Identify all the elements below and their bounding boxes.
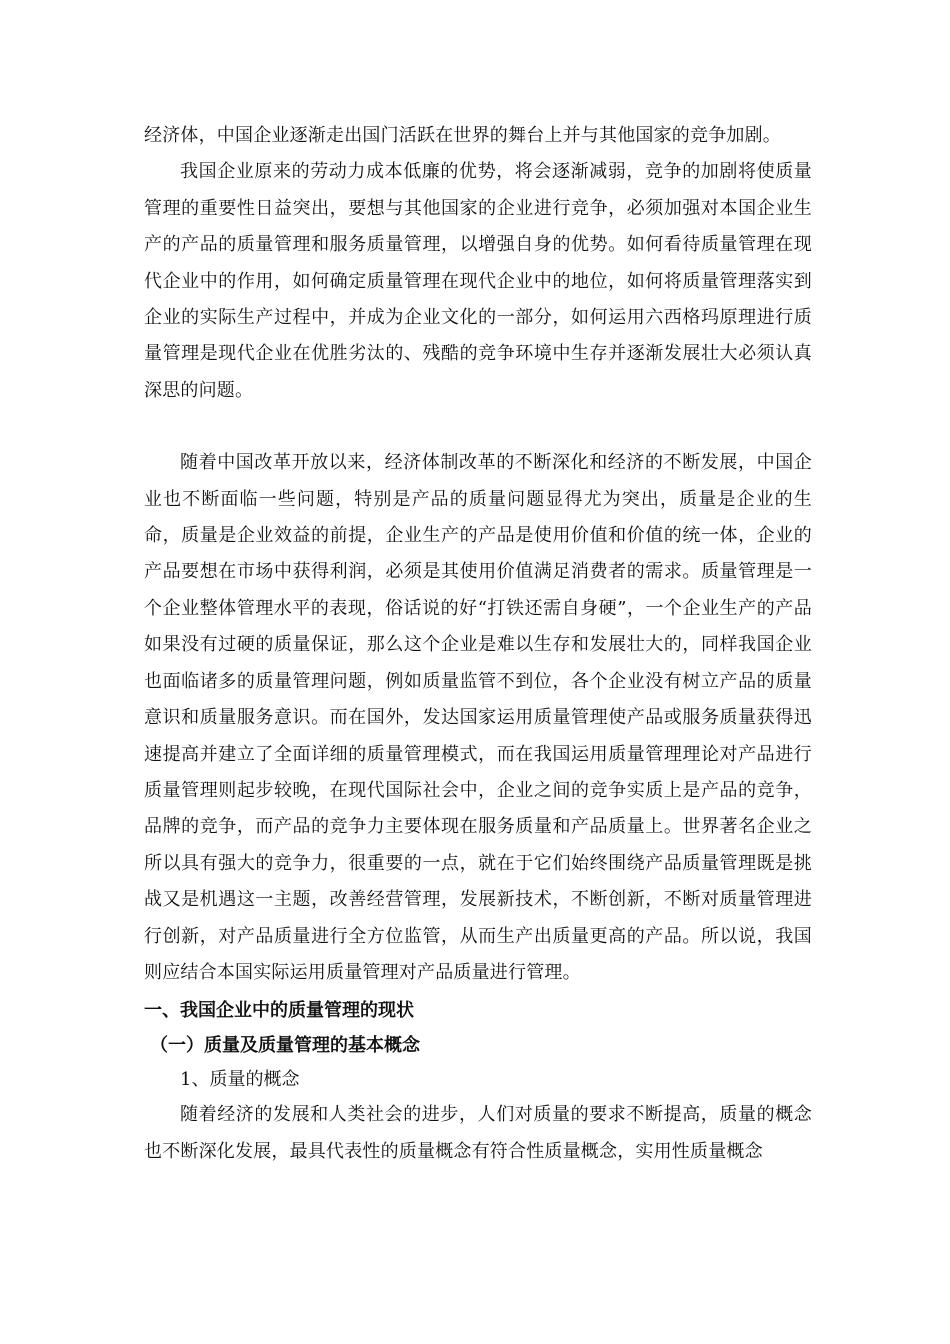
document-body	[144, 118, 812, 1170]
paragraph-gap	[144, 409, 812, 445]
paragraph-reform: 随着中国改革开放以来，经济体制改革的不断深化和经济的不断发展，中国企业也不断面临一些问题，特别是产品的质量问题显得尤为突出，质量是企业的生命，质量是企业效益的前提，企业生产的产品是使用价值和价值的统一体，企业的产品要想在市场中获得利润，必须是其使用价值满足消费者的需求。质量管理是一个企业整体管理水平的表现，俗话说的好“打铁还需自身硬”，一个企业生产的产品如果没有过硬的质量保证，那么这个企业是难以生存和发展壮大的，同样我国企业也面临诸多的质量管理问题，例如质量监管不到位，各个企业没有树立产品的质量意识和质量服务意识。而在国外，发达国家运用质量管理使产品或服务质量获得迅速提高并建立了全面详细的质量管理模式，而在我国运用质量管理理论对产品进行质量管理则起步较晚，在现代国际社会中，企业之间的竞争实质上是产品的竞争，品牌的竞争，而产品的竞争力主要体现在服务质量和产品质量上。世界著名企业之所以具有强大的竞争力，很重要的一点，就在于它们始终围绕产品质量管理既是挑战又是机遇这一主题，改善经营管理，发展新技术，不断创新，不断对质量管理进行创新，对产品质量进行全方位监管，从而生产出质量更高的产品。所以说，我国则应结合本国实际运用质量管理对产品质量进行管理。	[144, 452, 812, 983]
subsection-heading: （一）质量及质量管理的基本概念	[150, 1035, 420, 1057]
paragraph-quality-concept: 随着经济的发展和人类社会的进步，人们对质量的要求不断提高，质量的概念也不断深化发展，最具代表性的质量概念有符合性质量概念，实用性质量概念	[144, 1104, 812, 1162]
section-heading: 一、我国企业中的质量管理的现状	[144, 1000, 414, 1022]
paragraph-continuation: 经济体，中国企业逐渐走出国门活跃在世界的舞台上并与其他国家的竞争加剧。	[144, 125, 781, 146]
subsubsection-heading: 1、质量的概念	[180, 1069, 300, 1091]
paragraph-competition: 我国企业原来的劳动力成本低廉的优势，将会逐渐减弱，竞争的加剧将使质量管理的重要性日益突出，要想与其他国家的企业进行竞争，必须加强对本国企业生产的产品的质量管理和服务质量管理，以增强自身的优势。如何看待质量管理在现代企业中的作用，如何确定质量管理在现代企业中的地位，如何将质量管理落实到企业的实际生产过程中，并成为企业文化的一部分，如何运用六西格玛原理进行质量管理是现代企业在优胜劣汰的、残酷的竞争环境中生存并逐渐发展壮大必须认真深思的问题。	[144, 161, 812, 401]
